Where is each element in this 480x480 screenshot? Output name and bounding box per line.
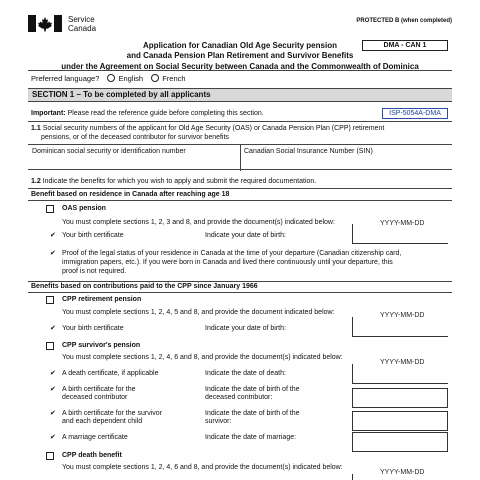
oas-doc2-line3: proof is not required.: [62, 267, 127, 275]
q11-line2: pensions, or of the deceased contributor for survivor benefits: [41, 133, 229, 141]
check-icon: ✔: [50, 386, 56, 393]
cpp-survivor-doc3-line1: A birth certificate for the survivor: [62, 410, 162, 417]
english-radio[interactable]: [107, 74, 115, 82]
oas-doc2-line1: Proof of the legal status of your residence in Canada at the time of your departure (Canadian citizenship card,: [62, 250, 402, 257]
oas-checkbox[interactable]: [46, 205, 54, 213]
canadian-sin-input[interactable]: [241, 154, 452, 168]
cpp-retirement-doc1-indicate: Indicate your date of birth:: [205, 325, 286, 332]
cpp-retirement-label: CPP retirement pension: [62, 296, 142, 303]
cpp-survivor-label: CPP survivor's pension: [62, 342, 141, 349]
dominican-ssn-input[interactable]: [28, 154, 240, 168]
french-radio[interactable]: [151, 74, 159, 82]
cpp-survivor-doc4-indicate: Indicate the date of marriage:: [205, 434, 297, 441]
title-line2: and Canada Pension Plan Retirement and Survivor Benefits: [126, 51, 354, 61]
oas-label: OAS pension: [62, 205, 106, 212]
cpp-survivor-instruction: You must complete sections 1, 2, 4, 6 and 8, and provide the document(s) indicated below:: [62, 354, 343, 361]
q12-line: Indicate the benefits for which you wish to apply and submit the required documentation.: [42, 178, 317, 185]
cpp-survivor-doc2-indicate: [205, 386, 300, 403]
cpp-survivor-doc3: [62, 410, 162, 427]
cpp-death-date-format: YYYY-MM-DD: [380, 469, 425, 476]
cpp-survivor-date-format: YYYY-MM-DD: [380, 359, 425, 366]
language-question: Preferred language?: [31, 74, 100, 83]
oas-doc1-indicate: Indicate your date of birth:: [205, 232, 286, 239]
cpp-survivor-doc2-line1: A birth certificate for the: [62, 386, 136, 393]
oas-doc2-line2: immigration papers, etc.). If you were born in Canada and lived there continuously until your departure, this: [62, 258, 393, 266]
cpp-retirement-date-format: YYYY-MM-DD: [380, 312, 425, 319]
check-icon: ✔: [50, 370, 56, 377]
logo-line1: Service: [68, 15, 95, 24]
cpp-survivor-doc2-indicate-1: Indicate the date of birth of the: [205, 386, 300, 393]
cpp-survivor-doc2-line2: deceased contributor: [62, 394, 128, 402]
check-icon: ✔: [50, 325, 56, 332]
cpp-survivor-doc2: [62, 386, 136, 403]
residence-heading: Benefit based on residence in Canada after reaching age 18: [31, 191, 230, 198]
contrib-heading: Benefits based on contributions paid to the CPP since January 1966: [31, 283, 258, 290]
cpp-retirement-instruction: You must complete sections 1, 2, 4, 5 and 8, and provide the document indicated below:: [62, 309, 335, 316]
title-line3: under the Agreement on Social Security between Canada and the Commonwealth of Dominica: [61, 61, 419, 71]
important-text: Please read the reference guide before completing this section.: [67, 110, 264, 117]
important-note: [31, 110, 264, 118]
guide-link[interactable]: ISP-5054A-DMA: [382, 108, 448, 119]
check-icon: ✔: [50, 250, 56, 257]
cpp-death-label: CPP death benefit: [62, 452, 122, 459]
cpp-survivor-doc3-indicate-2: survivor:: [205, 418, 232, 426]
oas-instruction: You must complete sections 1, 2, 3 and 8, and provide the document(s) indicated below:: [62, 219, 335, 226]
canada-flag-icon: [28, 15, 62, 32]
death-date-input[interactable]: [352, 364, 448, 384]
canadian-sin-label: Canadian Social Insurance Number (SIN): [244, 148, 373, 155]
check-icon: ✔: [50, 410, 56, 417]
service-canada-wordmark: [68, 16, 96, 34]
title-line1: Application for Canadian Old Age Security pension: [143, 41, 337, 50]
cpp-retirement-doc1: Your birth certificate: [62, 325, 124, 332]
q11-number: 1.1: [31, 125, 41, 132]
cpp-survivor-doc2-indicate-2: deceased contributor:: [205, 394, 273, 402]
survivor-birth-date-input[interactable]: [352, 411, 448, 431]
check-icon: ✔: [50, 232, 56, 239]
logo-line2: Canada: [68, 23, 97, 33]
protected-label: PROTECTED B (when completed): [356, 18, 452, 24]
cpp-death-date-input[interactable]: [352, 474, 448, 480]
cpp-death-instruction: You must complete sections 1, 2, 4, 6 and 8, and provide the document(s) indicated below:: [62, 464, 343, 471]
cpp-retirement-birth-date-input[interactable]: [352, 317, 448, 337]
marriage-date-input[interactable]: [352, 432, 448, 452]
q11-line1: Social security numbers of the applicant for Old Age Security (OAS) or Canada Pension Plan (CPP) retirement: [42, 125, 385, 132]
check-icon: ✔: [50, 434, 56, 441]
oas-doc2: [62, 250, 401, 276]
language-row: [31, 74, 186, 83]
oas-birth-date-input[interactable]: [352, 224, 448, 244]
contributor-birth-date-input[interactable]: [352, 388, 448, 408]
cpp-survivor-doc4: A marriage certificate: [62, 434, 128, 441]
cpp-retirement-checkbox[interactable]: [46, 296, 54, 304]
cpp-survivor-doc3-indicate-1: Indicate the date of birth of the: [205, 410, 300, 417]
form-code-box: DMA - CAN 1: [362, 40, 448, 51]
english-label: English: [118, 74, 144, 83]
q12-text: [31, 178, 316, 186]
french-label: French: [162, 74, 186, 83]
oas-doc1: Your birth certificate: [62, 232, 124, 239]
q11-text: [31, 125, 384, 143]
oas-date-format: YYYY-MM-DD: [380, 220, 425, 227]
q12-number: 1.2: [31, 178, 41, 185]
cpp-death-checkbox[interactable]: [46, 452, 54, 460]
cpp-survivor-doc1-indicate: Indicate the date of death:: [205, 370, 286, 377]
cpp-survivor-checkbox[interactable]: [46, 342, 54, 350]
dominican-ssn-label: Dominican social security or identification number: [32, 148, 186, 155]
cpp-survivor-doc3-line2: and each dependent child: [62, 418, 143, 426]
section1-banner: SECTION 1 – To be completed by all applicants: [28, 88, 452, 102]
cpp-survivor-doc3-indicate: [205, 410, 300, 427]
important-label: Important:: [31, 110, 66, 117]
cpp-survivor-doc1: A death certificate, if applicable: [62, 370, 159, 377]
